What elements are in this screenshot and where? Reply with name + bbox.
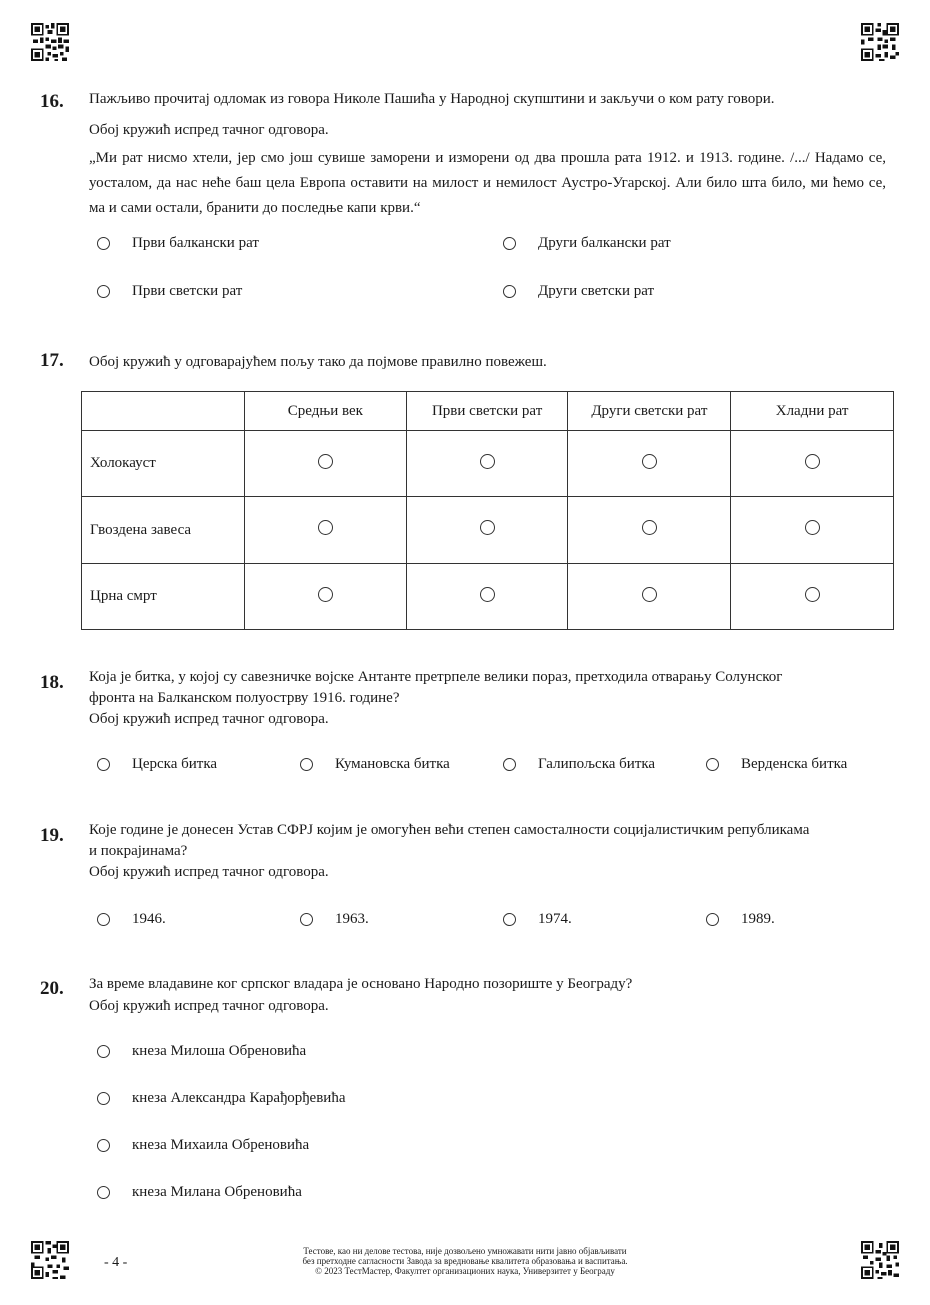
radio-circle-icon[interactable] xyxy=(318,587,333,602)
radio-circle-icon[interactable] xyxy=(805,587,820,602)
answer-cell[interactable] xyxy=(731,497,894,564)
q20-option-3[interactable]: кнеза Михаила Обреновића xyxy=(97,1137,309,1154)
radio-circle-icon[interactable] xyxy=(503,237,516,250)
q18-option-4[interactable]: Верденска битка xyxy=(706,756,847,773)
q16-option-1[interactable]: Први балкански рат xyxy=(97,235,259,252)
column-header: Хладни рат xyxy=(731,392,894,431)
answer-cell[interactable] xyxy=(245,431,407,497)
answer-cell[interactable] xyxy=(731,431,894,497)
radio-circle-icon[interactable] xyxy=(97,1139,110,1152)
column-header: Други светски рат xyxy=(568,392,731,431)
answer-cell[interactable] xyxy=(406,431,568,497)
copyright-line: Тестове, као ни делове тестова, није дозвољено умножавати нити јавно објављивати xyxy=(303,1246,627,1256)
qr-code-bottom-left xyxy=(31,1241,69,1279)
radio-circle-icon[interactable] xyxy=(300,758,313,771)
radio-circle-icon[interactable] xyxy=(503,913,516,926)
q16-option-4[interactable]: Други светски рат xyxy=(503,283,654,300)
question-18-instruction: Обој кружић испред тачног одговора. xyxy=(89,711,329,727)
radio-circle-icon[interactable] xyxy=(300,913,313,926)
radio-circle-icon[interactable] xyxy=(503,758,516,771)
qr-code-bottom-right xyxy=(861,1241,899,1279)
question-19-number: 19. xyxy=(40,825,64,846)
copyright-notice xyxy=(255,1246,675,1276)
table-header-row xyxy=(82,392,894,431)
question-18-prompt-line2: фронта на Балканском полуострву 1916. године? xyxy=(89,690,400,706)
copyright-line: без претходне сагласности Завода за вредновање квалитета образовања и васпитања. xyxy=(302,1256,628,1266)
qr-code-top-right xyxy=(861,23,899,61)
radio-circle-icon[interactable] xyxy=(97,285,110,298)
q19-option-4[interactable]: 1989. xyxy=(706,911,775,928)
radio-circle-icon[interactable] xyxy=(805,454,820,469)
question-20-prompt: За време владавине ког српског владара је основано Народно позориште у Београду? xyxy=(89,976,633,992)
radio-circle-icon[interactable] xyxy=(706,758,719,771)
answer-cell[interactable] xyxy=(245,497,407,564)
radio-circle-icon[interactable] xyxy=(480,520,495,535)
table-row xyxy=(82,497,894,564)
radio-circle-icon[interactable] xyxy=(642,454,657,469)
answer-cell[interactable] xyxy=(568,564,731,630)
matching-table xyxy=(81,391,894,630)
radio-circle-icon[interactable] xyxy=(97,1092,110,1105)
table-corner-cell xyxy=(82,392,245,431)
radio-circle-icon[interactable] xyxy=(706,913,719,926)
q19-option-1[interactable]: 1946. xyxy=(97,911,166,928)
answer-cell[interactable] xyxy=(245,564,407,630)
radio-circle-icon[interactable] xyxy=(318,454,333,469)
row-label: Црна смрт xyxy=(82,564,245,630)
qr-code-top-left xyxy=(31,23,69,61)
page-number: - 4 - xyxy=(104,1255,128,1270)
radio-circle-icon[interactable] xyxy=(480,454,495,469)
table-row xyxy=(82,431,894,497)
question-20-instruction: Обој кружић испред тачног одговора. xyxy=(89,998,329,1014)
question-16-prompt: Пажљиво прочитај одломак из говора Николе Пашића у Народној скупштини и закључи о ком рату говори. xyxy=(89,91,775,107)
question-17-number: 17. xyxy=(40,350,64,371)
q16-option-3[interactable]: Први светски рат xyxy=(97,283,242,300)
q18-option-2[interactable]: Кумановска битка xyxy=(300,756,450,773)
column-header: Први светски рат xyxy=(406,392,568,431)
radio-circle-icon[interactable] xyxy=(318,520,333,535)
radio-circle-icon[interactable] xyxy=(97,237,110,250)
question-18-number: 18. xyxy=(40,672,64,693)
radio-circle-icon[interactable] xyxy=(97,758,110,771)
radio-circle-icon[interactable] xyxy=(805,520,820,535)
q16-option-2[interactable]: Други балкански рат xyxy=(503,235,671,252)
copyright-line: © 2023 ТестМастер, Факултет организационих наука, Универзитет у Београду xyxy=(315,1266,615,1276)
table-row xyxy=(82,564,894,630)
answer-cell[interactable] xyxy=(731,564,894,630)
answer-cell[interactable] xyxy=(406,497,568,564)
radio-circle-icon[interactable] xyxy=(97,913,110,926)
column-header: Средњи век xyxy=(245,392,407,431)
question-16-number: 16. xyxy=(40,91,64,112)
q19-option-2[interactable]: 1963. xyxy=(300,911,369,928)
question-19-instruction: Обој кружић испред тачног одговора. xyxy=(89,864,329,880)
q18-option-1[interactable]: Церска битка xyxy=(97,756,217,773)
radio-circle-icon[interactable] xyxy=(97,1186,110,1199)
question-18-prompt-line1: Која је битка, у којој су савезничке војске Антанте претрпеле велики пораз, претходила отварању Солунског xyxy=(89,669,783,685)
q20-option-2[interactable]: кнеза Александра Карађорђевића xyxy=(97,1090,345,1107)
question-17-prompt: Обој кружић у одговарајућем пољу тако да појмове правилно повежеш. xyxy=(89,354,547,370)
radio-circle-icon[interactable] xyxy=(480,587,495,602)
radio-circle-icon[interactable] xyxy=(642,587,657,602)
q20-option-4[interactable]: кнеза Милана Обреновића xyxy=(97,1184,302,1201)
answer-cell[interactable] xyxy=(406,564,568,630)
answer-cell[interactable] xyxy=(568,431,731,497)
question-19-prompt-line2: и покрајинама? xyxy=(89,843,188,859)
row-label: Холокауст xyxy=(82,431,245,497)
radio-circle-icon[interactable] xyxy=(503,285,516,298)
q20-option-1[interactable]: кнеза Милоша Обреновића xyxy=(97,1043,306,1060)
row-label: Гвоздена завеса xyxy=(82,497,245,564)
question-19-prompt-line1: Које године је донесен Устав СФРЈ којим је омогућен већи степен самосталности социјалистичким републикама xyxy=(89,822,810,838)
answer-cell[interactable] xyxy=(568,497,731,564)
radio-circle-icon[interactable] xyxy=(642,520,657,535)
q19-option-3[interactable]: 1974. xyxy=(503,911,572,928)
question-16-quote: „Ми рат нисмо хтели, јер смо још сувише заморени и изморени од два прошла рата 1912. и 1913. године. /.../ Надамо се, уосталом, да нас неће баш цела Европа оставити на милост и немилост Аустро-Угарској. Али било шта било, ми ћемо се, ма и сами остали, бранити до последње капи крви.“ xyxy=(89,150,886,216)
q18-option-3[interactable]: Галипољска битка xyxy=(503,756,655,773)
question-20-number: 20. xyxy=(40,978,64,999)
question-16-instruction: Обој кружић испред тачног одговора. xyxy=(89,122,329,138)
radio-circle-icon[interactable] xyxy=(97,1045,110,1058)
